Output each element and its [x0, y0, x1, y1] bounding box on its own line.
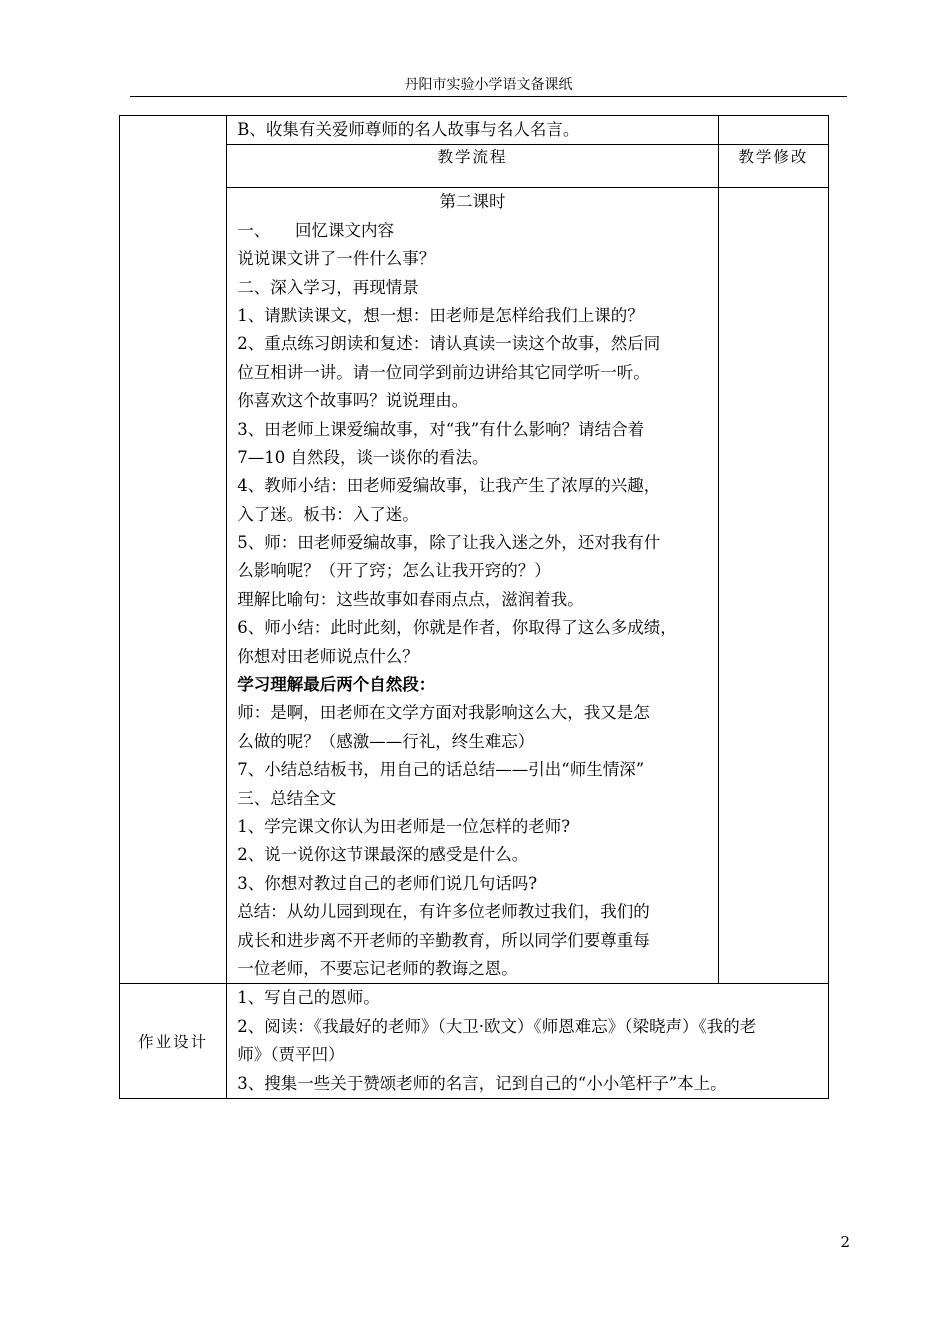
lesson-line: 师：是啊，田老师在文学方面对我影响这么大，我又是怎 — [237, 703, 650, 723]
prep-row — [120, 116, 829, 145]
homework-label-cell — [120, 984, 227, 1099]
lesson-line: 6、师小结：此时此刻，你就是作者，你取得了这么多成绩， — [237, 618, 677, 638]
lesson-line: 位互相讲一讲。请一位同学到前边讲给其它同学听一听。 — [237, 362, 650, 382]
prep-text-cell — [227, 116, 718, 145]
flow-header-cell — [227, 145, 718, 188]
lesson-line: 一、 回忆课文内容 — [237, 220, 395, 240]
lesson-content — [227, 188, 717, 983]
lesson-line: 1、请默读课文，想一想：田老师是怎样给我们上课的？ — [237, 305, 644, 325]
column-header-row — [120, 145, 829, 188]
homework-line: 1、写自己的恩师。 — [237, 988, 380, 1008]
header-rule — [130, 96, 847, 97]
lesson-line: 5、师：田老师爱编故事，除了让我入迷之外，还对我有什 — [237, 533, 661, 553]
page-number: 2 — [840, 1233, 850, 1251]
revision-header: 教学修改 — [738, 148, 809, 167]
lesson-line: 入了迷。板书：入了迷。 — [237, 504, 419, 524]
lesson-plan-table — [119, 115, 829, 1099]
lesson-flow-cell — [227, 188, 718, 984]
lesson-line: 3、你想对教过自己的老师们说几句话吗? — [237, 873, 538, 893]
lesson-line: 7—10 自然段，谈一谈你的看法。 — [237, 447, 489, 467]
homework-label: 作业设计 — [138, 1033, 209, 1052]
left-label-cell — [120, 116, 227, 984]
lesson-line: 你想对田老师说点什么？ — [237, 646, 419, 666]
lesson-line: 说说课文讲了一件什么事？ — [237, 249, 436, 269]
page-header-title: 丹阳市实验小学语文备课纸 — [404, 77, 573, 93]
lesson-line: 成长和进步离不开老师的辛勤教育，所以同学们要尊重每 — [237, 930, 650, 950]
lesson-line: 2、重点练习朗读和复述：请认真读一读这个故事，然后同 — [237, 334, 661, 354]
lesson-line: 3、田老师上课爱编故事，对“我”有什么影响？请结合着 — [237, 419, 645, 439]
lesson-line: 第二课时 — [439, 192, 506, 212]
lesson-line: 一位老师，不要忘记老师的教诲之恩。 — [237, 958, 518, 978]
homework-content-cell — [227, 984, 829, 1099]
revision-header-cell — [718, 145, 828, 188]
homework-line: 2、阅读：《我最好的老师》（大卫·欧文）《师恩难忘》（梁晓声）《我的老 — [237, 1016, 757, 1036]
lesson-line: 三、总结全文 — [237, 788, 337, 808]
lesson-revision-cell — [718, 188, 828, 984]
lesson-line: 理解比喻句：这些故事如春雨点点，滋润着我。 — [237, 589, 584, 609]
prep-revision-cell — [718, 116, 828, 145]
homework-line: 3、搜集一些关于赞颂老师的名言，记到自己的“小小笔杆子”本上。 — [237, 1073, 727, 1093]
homework-row — [120, 984, 829, 1099]
lesson-line: 二、深入学习，再现情景 — [237, 277, 419, 297]
lesson-body-row — [120, 188, 829, 984]
lesson-line: 1、学完课文你认为田老师是一位怎样的老师? — [237, 817, 571, 836]
homework-content — [227, 984, 828, 1098]
lesson-line: 么影响呢？（开了窍；怎么让我开窍的？） — [237, 561, 551, 581]
lesson-line: 7、小结总结板书，用自己的话总结——引出“师生情深” — [237, 760, 645, 780]
lesson-line: 么做的呢？（感激——行礼，终生难忘） — [237, 731, 535, 751]
prep-text: B、收集有关爱师尊师的名人故事与名人名言。 — [237, 120, 580, 139]
lesson-line: 2、说一说你这节课最深的感受是什么。 — [237, 845, 529, 865]
lesson-line: 你喜欢这个故事吗？说说理由。 — [237, 391, 469, 411]
lesson-line: 学习理解最后两个自然段： — [237, 675, 436, 695]
lesson-line: 4、教师小结：田老师爱编故事，让我产生了浓厚的兴趣， — [237, 476, 661, 496]
lesson-line: 总结：从幼儿园到现在，有许多位老师教过我们，我们的 — [237, 902, 650, 922]
homework-line: 师》（贾平凹） — [237, 1045, 345, 1065]
flow-header: 教学流程 — [437, 148, 508, 167]
